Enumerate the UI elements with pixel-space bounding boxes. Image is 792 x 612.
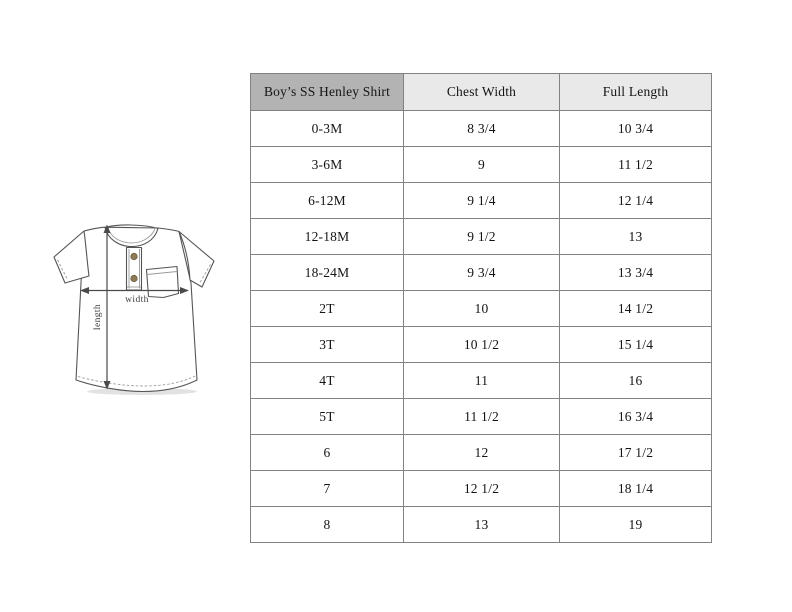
full-length-cell: 10 3/4 [560, 111, 712, 147]
full-length-cell: 19 [560, 507, 712, 543]
size-cell: 8 [251, 507, 404, 543]
full-length-cell: 15 1/4 [560, 327, 712, 363]
table-row [251, 327, 712, 363]
top-button [131, 253, 137, 259]
full-length-cell: 13 [560, 219, 712, 255]
chest-width-cell: 9 1/2 [404, 219, 560, 255]
size-cell: 4T [251, 363, 404, 399]
chest-width-cell: 8 3/4 [404, 111, 560, 147]
chest-width-cell: 11 1/2 [404, 399, 560, 435]
full-length-cell: 16 3/4 [560, 399, 712, 435]
chest-width-cell: 9 3/4 [404, 255, 560, 291]
size-cell: 7 [251, 471, 404, 507]
shirt-diagram [40, 200, 240, 410]
left-sleeve [54, 231, 89, 283]
size-cell: 18-24M [251, 255, 404, 291]
chest-width-cell: 12 1/2 [404, 471, 560, 507]
bottom-button [131, 275, 137, 281]
size-cell: 5T [251, 399, 404, 435]
header-chest-width: Chest Width [404, 74, 560, 111]
full-length-cell: 16 [560, 363, 712, 399]
full-length-cell: 17 1/2 [560, 435, 712, 471]
size-cell: 3-6M [251, 147, 404, 183]
chest-width-cell: 10 1/2 [404, 327, 560, 363]
table-row [251, 255, 712, 291]
table-row [251, 399, 712, 435]
size-cell: 3T [251, 327, 404, 363]
full-length-cell: 18 1/4 [560, 471, 712, 507]
size-cell: 6 [251, 435, 404, 471]
full-length-cell: 13 3/4 [560, 255, 712, 291]
full-length-cell: 14 1/2 [560, 291, 712, 327]
chest-width-cell: 10 [404, 291, 560, 327]
table-row [251, 435, 712, 471]
chest-width-cell: 13 [404, 507, 560, 543]
chest-width-cell: 11 [404, 363, 560, 399]
width-label: width [125, 295, 149, 305]
size-cell: 2T [251, 291, 404, 327]
table-row [251, 147, 712, 183]
length-label: length [93, 303, 103, 331]
table-row [251, 183, 712, 219]
chest-width-cell: 9 1/4 [404, 183, 560, 219]
chest-pocket [147, 267, 179, 298]
table-row [251, 507, 712, 543]
table-row [251, 219, 712, 255]
header-product: Boy’s SS Henley Shirt [251, 74, 404, 111]
full-length-cell: 11 1/2 [560, 147, 712, 183]
table-row [251, 471, 712, 507]
table-row [251, 111, 712, 147]
placket [127, 248, 142, 291]
full-length-cell: 12 1/4 [560, 183, 712, 219]
size-cell: 6-12M [251, 183, 404, 219]
chest-width-cell: 9 [404, 147, 560, 183]
table-row [251, 291, 712, 327]
chest-width-cell: 12 [404, 435, 560, 471]
header-full-length: Full Length [560, 74, 712, 111]
size-cell: 12-18M [251, 219, 404, 255]
header-row [251, 74, 712, 111]
size-cell: 0-3M [251, 111, 404, 147]
size-chart-table [250, 73, 712, 543]
table-row [251, 363, 712, 399]
